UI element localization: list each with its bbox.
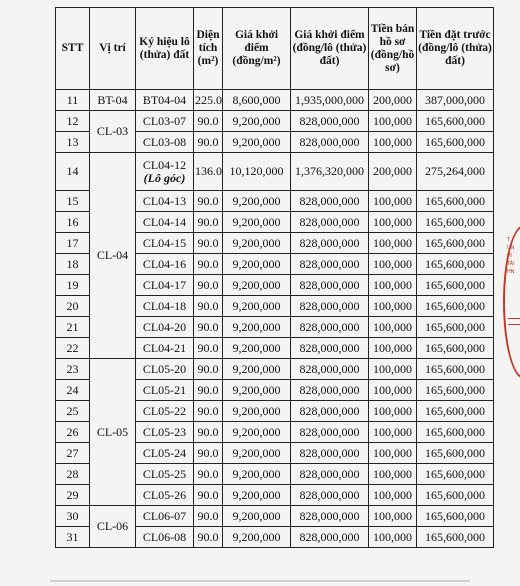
lot-code-text: CL05-21 bbox=[142, 382, 187, 397]
cell-stt: 16 bbox=[56, 212, 90, 233]
page-bottom-edge bbox=[50, 580, 470, 582]
cell-price-per-lot: 828,000,000 bbox=[291, 464, 369, 485]
cell-deposit: 165,600,000 bbox=[417, 132, 494, 153]
cell-area: 90.0 bbox=[194, 212, 223, 233]
lot-code-text: CL05-25 bbox=[142, 466, 187, 481]
cell-lot-code bbox=[136, 401, 194, 422]
cell-location: CL-05 bbox=[90, 359, 136, 506]
table-body bbox=[56, 90, 494, 548]
cell-price-per-lot: 828,000,000 bbox=[291, 527, 369, 548]
table-row bbox=[56, 359, 494, 380]
cell-price-per-m2: 10,120,000 bbox=[223, 153, 291, 191]
cell-price-per-m2: 9,200,000 bbox=[223, 422, 291, 443]
cell-lot-code bbox=[136, 506, 194, 527]
cell-price-per-m2: 9,200,000 bbox=[223, 275, 291, 296]
cell-document-fee: 100,000 bbox=[369, 401, 417, 422]
cell-price-per-m2: 9,200,000 bbox=[223, 485, 291, 506]
cell-deposit: 165,600,000 bbox=[417, 296, 494, 317]
cell-location: BT-04 bbox=[90, 90, 136, 111]
cell-area: 90.0 bbox=[194, 254, 223, 275]
cell-deposit: 165,600,000 bbox=[417, 380, 494, 401]
cell-document-fee: 100,000 bbox=[369, 380, 417, 401]
cell-area: 90.0 bbox=[194, 296, 223, 317]
cell-area: 90.0 bbox=[194, 275, 223, 296]
cell-lot-code bbox=[136, 275, 194, 296]
lot-code-text: CL04-13 bbox=[142, 193, 187, 208]
header-lot-code: Ký hiệu lô (thửa) đất bbox=[136, 8, 194, 90]
cell-area: 90.0 bbox=[194, 317, 223, 338]
cell-stt: 20 bbox=[56, 296, 90, 317]
cell-deposit: 165,600,000 bbox=[417, 254, 494, 275]
cell-document-fee: 100,000 bbox=[369, 338, 417, 359]
cell-price-per-m2: 9,200,000 bbox=[223, 338, 291, 359]
cell-lot-code bbox=[136, 443, 194, 464]
cell-deposit: 275,264,000 bbox=[417, 153, 494, 191]
cell-deposit: 165,600,000 bbox=[417, 317, 494, 338]
cell-lot-code bbox=[136, 485, 194, 506]
header-price-per-lot: Giá khởi điểm (đồng/lô (thửa) đất) bbox=[291, 8, 369, 90]
cell-area: 90.0 bbox=[194, 359, 223, 380]
header-location: Vị trí bbox=[90, 8, 136, 90]
cell-document-fee: 100,000 bbox=[369, 296, 417, 317]
cell-lot-code bbox=[136, 191, 194, 212]
cell-area: 90.0 bbox=[194, 338, 223, 359]
lot-code-text: CL04-16 bbox=[142, 256, 187, 271]
cell-area: 90.0 bbox=[194, 527, 223, 548]
cell-stt: 18 bbox=[56, 254, 90, 275]
lot-code-text: CL06-07 bbox=[142, 508, 187, 523]
cell-lot-code bbox=[136, 212, 194, 233]
cell-price-per-m2: 9,200,000 bbox=[223, 111, 291, 132]
cell-area: 90.0 bbox=[194, 380, 223, 401]
cell-deposit: 165,600,000 bbox=[417, 212, 494, 233]
cell-price-per-lot: 828,000,000 bbox=[291, 506, 369, 527]
cell-stt: 31 bbox=[56, 527, 90, 548]
cell-lot-code bbox=[136, 233, 194, 254]
stamp-text-line: TÀI bbox=[507, 261, 515, 267]
cell-lot-code bbox=[136, 296, 194, 317]
cell-stt: 28 bbox=[56, 464, 90, 485]
header-stt: STT bbox=[56, 8, 90, 90]
cell-price-per-m2: 9,200,000 bbox=[223, 359, 291, 380]
cell-area: 90.0 bbox=[194, 111, 223, 132]
cell-price-per-m2: 9,200,000 bbox=[223, 506, 291, 527]
cell-stt: 22 bbox=[56, 338, 90, 359]
cell-document-fee: 100,000 bbox=[369, 443, 417, 464]
cell-stt: 29 bbox=[56, 485, 90, 506]
cell-lot-code bbox=[136, 527, 194, 548]
cell-price-per-lot: 828,000,000 bbox=[291, 233, 369, 254]
cell-price-per-lot: 1,376,320,000 bbox=[291, 153, 369, 191]
cell-price-per-m2: 9,200,000 bbox=[223, 464, 291, 485]
cell-document-fee: 100,000 bbox=[369, 359, 417, 380]
cell-stt: 25 bbox=[56, 401, 90, 422]
cell-document-fee: 100,000 bbox=[369, 506, 417, 527]
cell-deposit: 165,600,000 bbox=[417, 338, 494, 359]
cell-area: 90.0 bbox=[194, 132, 223, 153]
cell-lot-code bbox=[136, 338, 194, 359]
cell-document-fee: 100,000 bbox=[369, 317, 417, 338]
cell-document-fee: 100,000 bbox=[369, 422, 417, 443]
cell-document-fee: 100,000 bbox=[369, 233, 417, 254]
cell-lot-code bbox=[136, 132, 194, 153]
cell-price-per-lot: 828,000,000 bbox=[291, 380, 369, 401]
stamp-line bbox=[508, 324, 520, 325]
lot-code-text: CL05-24 bbox=[142, 445, 187, 460]
cell-location: CL-03 bbox=[90, 111, 136, 153]
cell-area: 90.0 bbox=[194, 401, 223, 422]
cell-deposit: 165,600,000 bbox=[417, 464, 494, 485]
cell-price-per-m2: 9,200,000 bbox=[223, 212, 291, 233]
cell-price-per-m2: 9,200,000 bbox=[223, 296, 291, 317]
cell-price-per-lot: 828,000,000 bbox=[291, 254, 369, 275]
cell-stt: 26 bbox=[56, 422, 90, 443]
cell-area: 225.0 bbox=[194, 90, 223, 111]
cell-stt: 21 bbox=[56, 317, 90, 338]
table-row bbox=[56, 506, 494, 527]
header-deposit: Tiền đặt trước (đồng/lô (thửa) đất) bbox=[417, 8, 494, 90]
cell-deposit: 165,600,000 bbox=[417, 359, 494, 380]
cell-price-per-lot: 828,000,000 bbox=[291, 422, 369, 443]
table-header-row bbox=[56, 8, 494, 90]
lot-code-text: CL04-12 bbox=[142, 157, 187, 172]
cell-document-fee: 100,000 bbox=[369, 191, 417, 212]
cell-price-per-lot: 828,000,000 bbox=[291, 296, 369, 317]
cell-deposit: 165,600,000 bbox=[417, 506, 494, 527]
lot-code-text: CL04-21 bbox=[142, 340, 187, 355]
cell-deposit: 165,600,000 bbox=[417, 485, 494, 506]
cell-price-per-lot: 828,000,000 bbox=[291, 443, 369, 464]
corner-lot-note: (Lô góc) bbox=[143, 170, 186, 185]
cell-document-fee: 100,000 bbox=[369, 132, 417, 153]
cell-stt: 27 bbox=[56, 443, 90, 464]
lot-code-text: CL04-17 bbox=[142, 277, 187, 292]
table-row bbox=[56, 111, 494, 132]
stamp-text-line: HN bbox=[507, 269, 515, 275]
cell-price-per-m2: 9,200,000 bbox=[223, 132, 291, 153]
cell-price-per-lot: 828,000,000 bbox=[291, 317, 369, 338]
cell-lot-code bbox=[136, 422, 194, 443]
cell-deposit: 165,600,000 bbox=[417, 443, 494, 464]
land-lot-table bbox=[55, 7, 494, 548]
cell-area: 90.0 bbox=[194, 422, 223, 443]
cell-stt: 30 bbox=[56, 506, 90, 527]
cell-deposit: 165,600,000 bbox=[417, 275, 494, 296]
cell-stt: 13 bbox=[56, 132, 90, 153]
cell-price-per-m2: 9,200,000 bbox=[223, 443, 291, 464]
lot-code-text: CL04-18 bbox=[142, 298, 187, 313]
cell-document-fee: 100,000 bbox=[369, 111, 417, 132]
cell-price-per-lot: 1,935,000,000 bbox=[291, 90, 369, 111]
cell-lot-code bbox=[136, 90, 194, 111]
stamp-text-line: UN bbox=[507, 245, 515, 251]
cell-stt: 14 bbox=[56, 153, 90, 191]
cell-price-per-lot: 828,000,000 bbox=[291, 485, 369, 506]
cell-price-per-lot: 828,000,000 bbox=[291, 338, 369, 359]
cell-area: 90.0 bbox=[194, 191, 223, 212]
cell-price-per-m2: 9,200,000 bbox=[223, 191, 291, 212]
cell-area: 90.0 bbox=[194, 233, 223, 254]
header-document-fee: Tiền bán hồ sơ (đồng/hồ sơ) bbox=[369, 8, 417, 90]
stamp-line bbox=[508, 318, 520, 319]
cell-stt: 23 bbox=[56, 359, 90, 380]
lot-code-text: CL04-14 bbox=[142, 214, 187, 229]
header-price-per-m2: Giá khởi điểm (đồng/m²) bbox=[223, 8, 291, 90]
cell-deposit: 165,600,000 bbox=[417, 191, 494, 212]
cell-stt: 12 bbox=[56, 111, 90, 132]
lot-code-text: CL05-22 bbox=[142, 403, 187, 418]
cell-lot-code bbox=[136, 380, 194, 401]
cell-lot-code bbox=[136, 359, 194, 380]
cell-stt: 24 bbox=[56, 380, 90, 401]
cell-price-per-m2: 9,200,000 bbox=[223, 233, 291, 254]
cell-document-fee: 200,000 bbox=[369, 153, 417, 191]
cell-stt: 17 bbox=[56, 233, 90, 254]
cell-deposit: 165,600,000 bbox=[417, 401, 494, 422]
cell-stt: 15 bbox=[56, 191, 90, 212]
cell-lot-code bbox=[136, 254, 194, 275]
cell-price-per-lot: 828,000,000 bbox=[291, 212, 369, 233]
lot-code-text: CL05-26 bbox=[142, 487, 187, 502]
cell-location: CL-04 bbox=[90, 153, 136, 359]
cell-lot-code bbox=[136, 111, 194, 132]
cell-document-fee: 200,000 bbox=[369, 90, 417, 111]
cell-document-fee: 100,000 bbox=[369, 527, 417, 548]
stamp-text-line: T bbox=[507, 237, 511, 243]
cell-lot-code bbox=[136, 153, 194, 191]
cell-price-per-lot: 828,000,000 bbox=[291, 275, 369, 296]
lot-code-text: CL03-07 bbox=[142, 113, 187, 128]
cell-deposit: 165,600,000 bbox=[417, 527, 494, 548]
cell-area: 136.0 bbox=[194, 153, 223, 191]
cell-price-per-m2: 9,200,000 bbox=[223, 401, 291, 422]
cell-price-per-m2: 9,200,000 bbox=[223, 254, 291, 275]
cell-price-per-m2: 9,200,000 bbox=[223, 317, 291, 338]
lot-code-text: CL04-20 bbox=[142, 319, 187, 334]
cell-price-per-m2: 9,200,000 bbox=[223, 527, 291, 548]
cell-area: 90.0 bbox=[194, 485, 223, 506]
cell-stt: 19 bbox=[56, 275, 90, 296]
stamp-text-line: VI bbox=[507, 253, 512, 259]
table-row bbox=[56, 90, 494, 111]
cell-price-per-lot: 828,000,000 bbox=[291, 132, 369, 153]
cell-location: CL-06 bbox=[90, 506, 136, 548]
cell-document-fee: 100,000 bbox=[369, 275, 417, 296]
cell-document-fee: 100,000 bbox=[369, 212, 417, 233]
cell-price-per-lot: 828,000,000 bbox=[291, 359, 369, 380]
cell-price-per-lot: 828,000,000 bbox=[291, 191, 369, 212]
cell-lot-code bbox=[136, 317, 194, 338]
cell-deposit: 165,600,000 bbox=[417, 111, 494, 132]
cell-deposit: 165,600,000 bbox=[417, 233, 494, 254]
cell-deposit: 387,000,000 bbox=[417, 90, 494, 111]
lot-code-text: BT04-04 bbox=[142, 92, 187, 107]
cell-price-per-lot: 828,000,000 bbox=[291, 111, 369, 132]
cell-area: 90.0 bbox=[194, 506, 223, 527]
cell-stt: 11 bbox=[56, 90, 90, 111]
lot-code-text: CL05-23 bbox=[142, 424, 187, 439]
lot-code-text: CL03-08 bbox=[142, 134, 187, 149]
table-row bbox=[56, 153, 494, 191]
cell-deposit: 165,600,000 bbox=[417, 422, 494, 443]
cell-price-per-m2: 8,600,000 bbox=[223, 90, 291, 111]
cell-area: 90.0 bbox=[194, 443, 223, 464]
stamp-lettering bbox=[507, 236, 520, 276]
lot-code-text: CL04-15 bbox=[142, 235, 187, 250]
cell-document-fee: 100,000 bbox=[369, 485, 417, 506]
cell-lot-code bbox=[136, 464, 194, 485]
cell-price-per-lot: 828,000,000 bbox=[291, 401, 369, 422]
cell-price-per-m2: 9,200,000 bbox=[223, 380, 291, 401]
header-area: Diện tích (m²) bbox=[194, 8, 223, 90]
cell-document-fee: 100,000 bbox=[369, 464, 417, 485]
cell-document-fee: 100,000 bbox=[369, 254, 417, 275]
lot-code-text: CL05-20 bbox=[142, 361, 187, 376]
lot-code-text: CL06-08 bbox=[142, 529, 187, 544]
cell-area: 90.0 bbox=[194, 464, 223, 485]
